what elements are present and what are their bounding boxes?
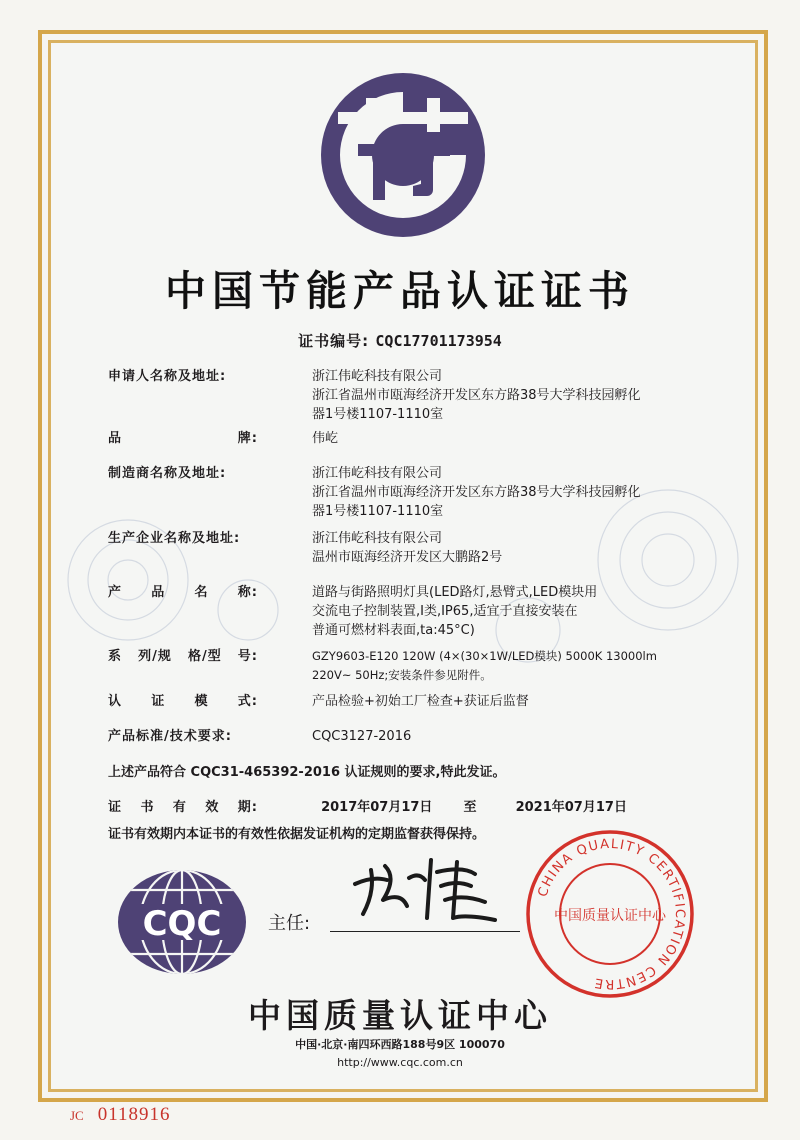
serial-prefix: JC [70,1108,84,1123]
manufacturer-value [312,464,722,521]
validity-row [108,796,627,815]
model-label-part: 格/型 [187,649,222,664]
model-line: 220V~ 50Hz;安装条件参见附件。 [312,668,492,682]
manufacturer-label: 制造商名称及地址: [108,466,227,481]
validity-label-part: 证 [108,800,123,815]
mode-label [108,692,293,711]
mode-label-part: 认 [108,694,123,709]
product-line: 交流电子控制装置,Ⅰ类,IP65,适宜于直接安装在 [312,604,578,619]
serial-number [70,1104,171,1126]
factory-line: 浙江伟屹科技有限公司 [312,531,443,546]
brand-label-part: 品 [108,431,123,446]
signature-line [330,931,520,932]
validity-label-part: 书 [140,800,155,815]
validity-label [108,796,258,815]
validity-from: 2017年07月17日 [321,800,433,815]
validity-separator: 至 [463,800,477,815]
model-line: GZY9603-E120 120W (4×(30×1W/LED模块) 5000K 13000lm [312,649,657,663]
mode-label-part: 模 [194,694,209,709]
product-label-part: 产 [108,585,123,600]
certificate-number-label: 证书编号: [298,332,370,350]
issuer-address: 中国·北京·南四环西路188号9区 100070 [295,1038,505,1051]
validity-label-part: 有 [172,800,187,815]
product-label-part: 品 [151,585,166,600]
validity-label-part: 效 [205,800,220,815]
brand-label-part: 牌: [237,431,258,446]
official-seal-stamp [524,828,696,1000]
validity-to: 2021年07月17日 [515,800,627,815]
stamp-ring-text: CHINA QUALITY CERTIFICATION CENTRE [535,836,688,992]
cqc-logo [114,866,250,978]
product-line: 普通可燃材料表面,ta:45°C) [312,623,475,638]
issuer-name: 中国质量认证中心 [248,996,552,1035]
factory-line: 温州市瓯海经济开发区大鹏路2号 [312,550,503,565]
supervision-note: 证书有效期内本证书的有效性依据发证机构的定期监督获得保持。 [108,827,486,842]
director-signature [345,848,505,926]
certificate-title: 中国节能产品认证证书 [165,267,635,315]
applicant-value [312,367,722,424]
product-value [312,583,722,640]
certificate-number-value: CQC17701173954 [375,332,502,350]
model-label-part: 系 [108,649,123,664]
product-line: 道路与街路照明灯具(LED路灯,悬臂式,LED模块用 [312,585,598,600]
model-label [108,647,293,666]
mode-label-part: 证 [151,694,166,709]
factory-label: 生产企业名称及地址: [108,531,241,546]
director-label: 主任: [268,913,311,934]
certificate-number [0,330,800,351]
model-value [312,647,722,685]
standard-label: 产品标准/技术要求: [108,729,232,744]
product-label-part: 名 [194,585,209,600]
product-label-part: 称: [237,585,258,600]
stamp-center-text: 中国质量认证中心 [554,908,666,924]
serial-value: 0118916 [97,1104,171,1125]
model-label-part: 列/规 [138,649,172,664]
mode-value: 产品检验+初始工厂检查+获证后监督 [312,694,529,709]
conformity-statement: 上述产品符合 CQC31-465392-2016 认证规则的要求,特此发证。 [108,765,506,780]
model-label-part: 号: [237,649,258,664]
applicant-line: 浙江伟屹科技有限公司 [312,369,443,384]
brand-value: 伟屹 [312,431,339,446]
validity-label-part: 期: [237,800,258,815]
factory-value [312,529,722,567]
cqc-logo-text: CQC [142,904,222,944]
standard-value: CQC3127-2016 [312,729,412,744]
energy-saving-logo [318,70,488,240]
mode-label-part: 式: [237,694,258,709]
applicant-line: 浙江省温州市瓯海经济开发区东方路38号大学科技园孵化 [312,388,641,403]
manufacturer-line: 器1号楼1107-1110室 [312,504,444,519]
manufacturer-line: 浙江省温州市瓯海经济开发区东方路38号大学科技园孵化 [312,485,641,500]
issuer-website: http://www.cqc.com.cn [337,1056,463,1069]
manufacturer-line: 浙江伟屹科技有限公司 [312,466,443,481]
applicant-label: 申请人名称及地址: [108,369,227,384]
brand-label [108,429,293,448]
product-label [108,583,293,602]
applicant-line: 器1号楼1107-1110室 [312,407,444,422]
